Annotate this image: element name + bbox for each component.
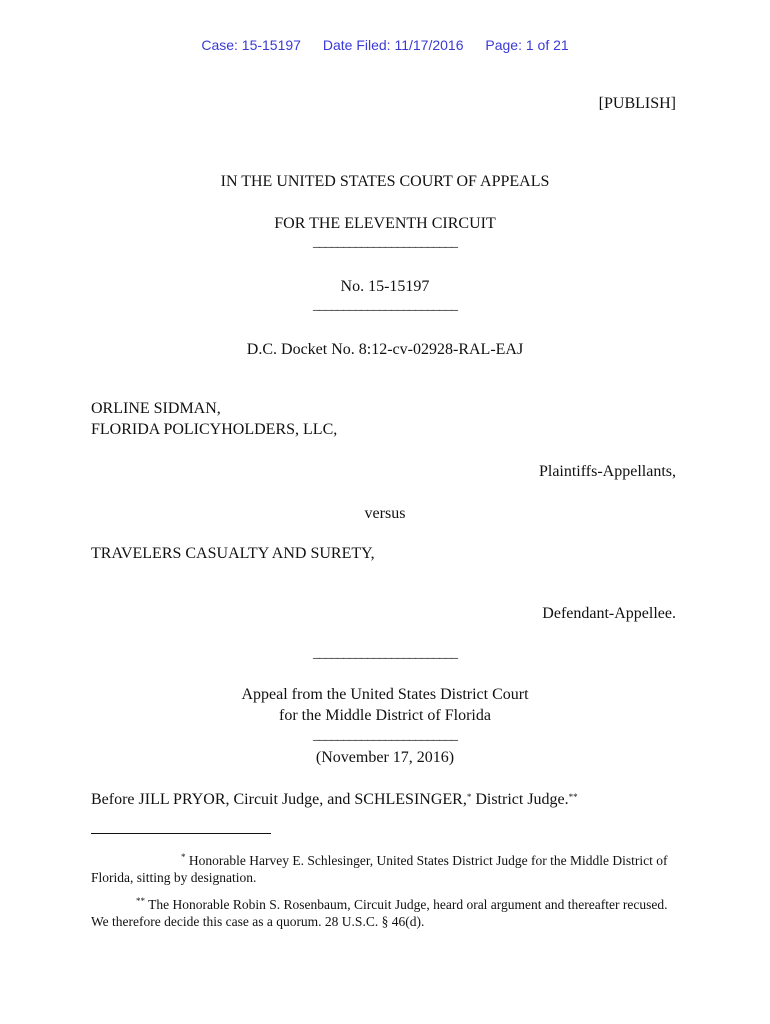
appeal-origin-line: Appeal from the United States District Court — [241, 686, 529, 703]
separator-line: ________________________ — [313, 298, 457, 313]
footnote — [91, 852, 683, 886]
footnote-mark[interactable]: * — [466, 792, 472, 802]
decision-date: (November 17, 2016) — [315, 749, 455, 766]
date-filed-stamp: Date Filed: 11/17/2016 — [322, 37, 464, 53]
appeal-origin-line: for the Middle District of Florida — [279, 707, 491, 724]
footnote-mark[interactable]: ** — [568, 792, 578, 802]
case-number: No. 15-15197 — [340, 278, 430, 295]
footnote-text: Honorable Harvey E. Schlesinger, United States District Judge for the Middle District of Florida, sitting by designation. — [91, 853, 668, 885]
panel-text: District Judge. — [471, 791, 569, 808]
defendant-role: Defendant-Appellee. — [542, 605, 676, 622]
docket-number: D.C. Docket No. 8:12-cv-02928-RAL-EAJ — [246, 341, 524, 358]
footnote — [91, 896, 683, 930]
case-number-stamp: Case: 15-15197 — [201, 37, 301, 53]
plaintiff-name: FLORIDA POLICYHOLDERS, LLC, — [91, 421, 338, 438]
court-title: IN THE UNITED STATES COURT OF APPEALS — [220, 173, 550, 190]
separator-line: ________________________ — [313, 235, 457, 250]
plaintiff-name: ORLINE SIDMAN, — [91, 400, 221, 417]
page-number-stamp: Page: 1 of 21 — [485, 37, 569, 53]
filing-header — [0, 37, 770, 53]
defendant-name: TRAVELERS CASUALTY AND SURETY, — [91, 545, 375, 562]
publish-label: [PUBLISH] — [598, 95, 676, 112]
plaintiff-role: Plaintiffs-Appellants, — [538, 463, 676, 480]
panel-text: Before JILL PRYOR, Circuit Judge, and SCHLESINGER, — [91, 791, 467, 808]
panel-line — [91, 790, 578, 810]
versus-label: versus — [364, 505, 406, 522]
footnote-mark: ** — [136, 896, 145, 906]
circuit-title: FOR THE ELEVENTH CIRCUIT — [274, 215, 496, 232]
separator-line: ________________________ — [313, 646, 457, 661]
separator-line: ________________________ — [313, 728, 457, 743]
footnote-divider — [91, 833, 271, 834]
footnote-text: The Honorable Robin S. Rosenbaum, Circuit Judge, heard oral argument and thereafter recused. We therefore decide this case as a quorum. 28 U.S.C. § 46(d). — [91, 897, 668, 929]
footnote-mark: * — [181, 852, 186, 862]
